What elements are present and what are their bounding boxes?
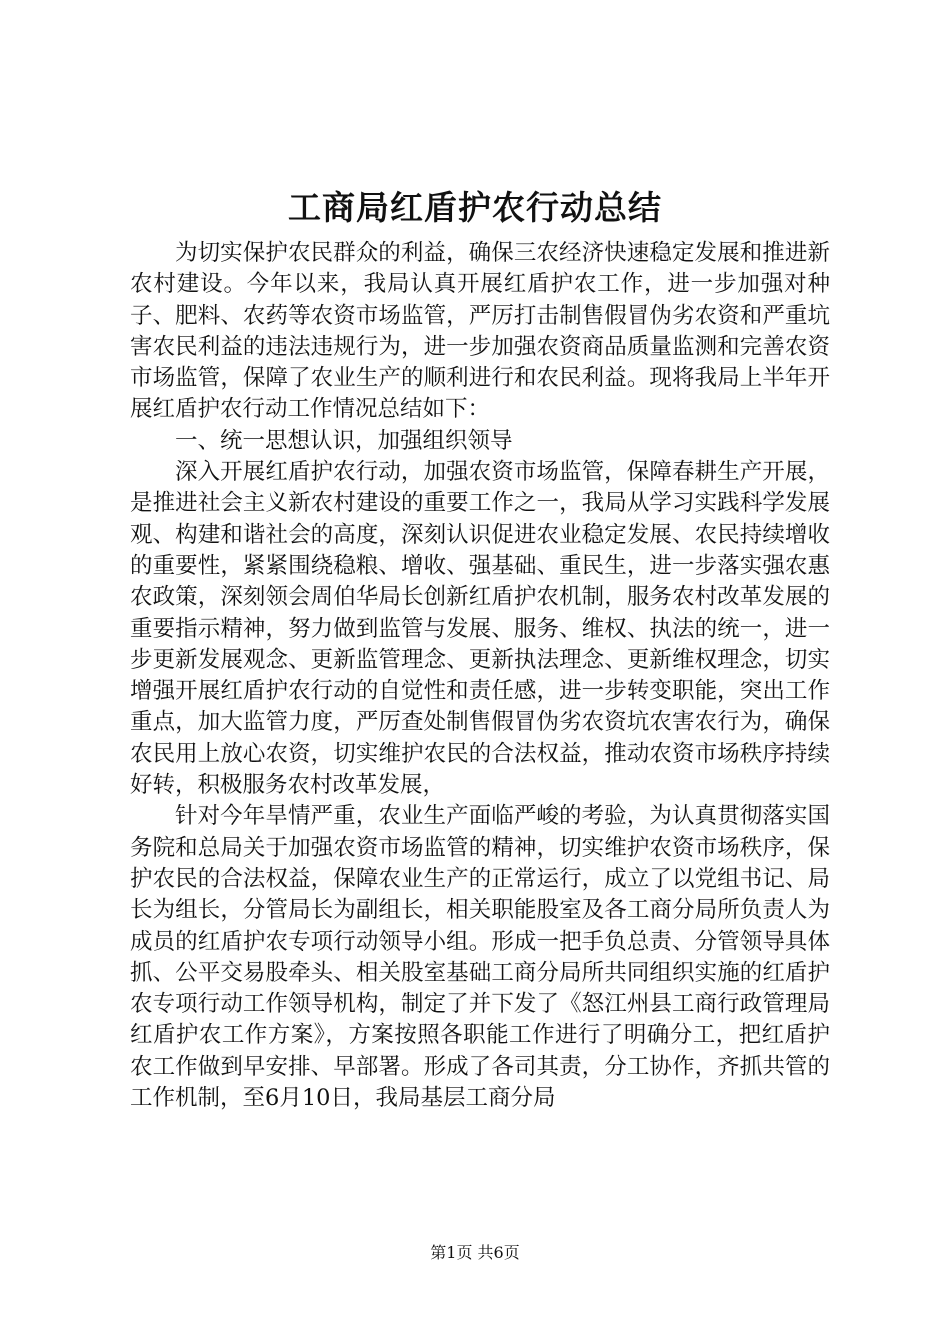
paragraph-section-1-continued: 针对今年旱情严重，农业生产面临严峻的考验，为认真贯彻落实国务院和总局关于加强农资市场监管的精神，切实维护农资市场秩序，保护农民的合法权益，保障农业生产的正常运行，成立了以党组书记、局长为组长，分管局长为副组长，相关职能股室及各工商分局所负责人为成员的红盾护农专项行动领导小组。形成一把手负总责、分管领导具体抓、公平交易股牵头、相关股室基础工商分局所共同组织实施的红盾护农专项行动工作领导机构，制定了并下发了《怒江州县工商行政管理局红盾护农工作方案》，方案按照各职能工作进行了明确分工，把红盾护农工作做到早安排、早部署。形成了各司其责，分工协作，齐抓共管的工作机制，至6月10日，我局基层工商分局 <box>130 803 830 1112</box>
paragraph-intro: 为切实保护农民群众的利益，确保三农经济快速稳定发展和推进新农村建设。今年以来，我局认真开展红盾护农工作，进一步加强对种子、肥料、农药等农资市场监管，严厉打击制售假冒伪劣农资和严重坑害农民利益的违法违规行为，进一步加强农资商品质量监测和完善农资市场监管，保障了农业生产的顺利进行和农民利益。现将我局上半年开展红盾护农行动工作情况总结如下： <box>130 240 830 423</box>
document-body <box>130 238 830 1114</box>
document-title: 工商局红盾护农行动总结 <box>288 188 662 227</box>
section-heading-1: 一、统一思想认识，加强组织领导 <box>175 427 513 454</box>
paragraph-section-1: 深入开展红盾护农行动，加强农资市场监管，保障春耕生产开展，是推进社会主义新农村建设的重要工作之一，我局从学习实践科学发展观、构建和谐社会的高度，深刻认识促进农业稳定发展、农民持续增收的重要性，紧紧围绕稳粮、增收、强基础、重民生，进一步落实强农惠农政策，深刻领会周伯华局长创新红盾护农机制，服务农村改革发展的重要指示精神，努力做到监管与发展、服务、维权、执法的统一，进一步更新发展观念、更新监管理念、更新执法理念、更新维权理念，切实增强开展红盾护农行动的自觉性和责任感，进一步转变职能，突出工作重点，加大监管力度，严厉查处制售假冒伪劣农资坑农害农行为，确保农民用上放心农资，切实维护农民的合法权益，推动农资市场秩序持续好转，积极服务农村改革发展， <box>130 459 830 799</box>
page-footer: 第1页 共6页 <box>430 1243 520 1262</box>
